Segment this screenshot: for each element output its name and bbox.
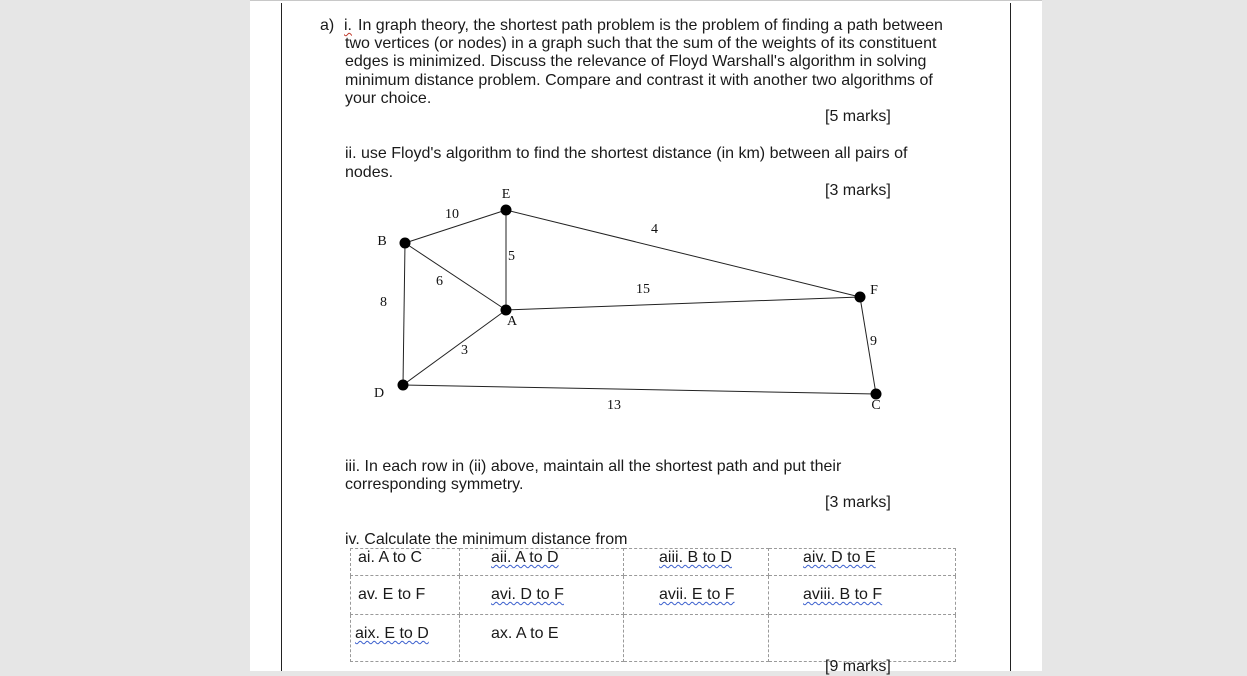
node-label-E: E bbox=[501, 187, 511, 202]
node-label-F: F bbox=[870, 283, 878, 298]
table-row bbox=[351, 576, 956, 615]
table-cell-text: avii. E to F bbox=[659, 586, 735, 603]
table-cell bbox=[624, 549, 769, 576]
table-cell: ai. A to C bbox=[351, 549, 460, 576]
node-label-A: A bbox=[506, 314, 518, 329]
part1-line: two vertices (or nodes) in a graph such that the sum of the weights of its constituent bbox=[345, 35, 937, 52]
edge-weight-label: 4 bbox=[651, 222, 658, 237]
table-cell: ax. A to E bbox=[460, 615, 624, 662]
edge-E-F bbox=[506, 210, 860, 297]
edge-weight-label: 3 bbox=[461, 343, 468, 358]
node-E bbox=[501, 205, 512, 216]
part3-marks: [3 marks] bbox=[825, 494, 891, 511]
edge-weight-label: 9 bbox=[870, 334, 877, 349]
table-cell bbox=[460, 576, 624, 615]
table-cell bbox=[624, 576, 769, 615]
edge-D-A bbox=[403, 310, 506, 385]
part4-marks: [9 marks] bbox=[825, 658, 891, 675]
part1-line: minimum distance problem. Compare and contrast it with another two algorithms of bbox=[345, 72, 933, 89]
edge-A-F bbox=[506, 297, 860, 310]
question-label: a) bbox=[320, 17, 335, 34]
table-cell-text: aviii. B to F bbox=[803, 586, 883, 603]
part1-line: In graph theory, the shortest path problem is the problem of finding a path between bbox=[358, 17, 943, 34]
edge-weight-label: 5 bbox=[508, 249, 515, 264]
part2-line: ii. use Floyd's algorithm to find the shortest distance (in km) between all pairs of bbox=[345, 145, 908, 162]
node-B bbox=[400, 238, 411, 249]
node-label-B: B bbox=[377, 234, 387, 249]
part3-line: corresponding symmetry. bbox=[345, 476, 524, 493]
edge-B-A bbox=[405, 243, 506, 310]
table-cell bbox=[460, 549, 624, 576]
part1-line: edges is minimized. Discuss the relevance of Floyd Warshall's algorithm in solving bbox=[345, 53, 927, 70]
table-cell-text: aiii. B to D bbox=[659, 549, 732, 566]
edge-D-C bbox=[403, 385, 876, 394]
part1-marks: [5 marks] bbox=[825, 108, 891, 125]
table-cell bbox=[351, 615, 460, 662]
part2-marks: [3 marks] bbox=[825, 182, 891, 199]
table-cell-text: aiv. D to E bbox=[803, 549, 876, 566]
table-cell bbox=[769, 576, 956, 615]
table-row bbox=[351, 549, 956, 576]
edge-weight-label: 10 bbox=[445, 207, 459, 222]
edge-weight-label: 13 bbox=[607, 398, 621, 413]
edge-weight-label: 8 bbox=[380, 295, 387, 310]
part1-numeral: i. bbox=[344, 17, 352, 34]
table-cell-text: aii. A to D bbox=[491, 549, 559, 566]
table-cell-text: avi. D to F bbox=[491, 586, 564, 603]
edge-weight-label: 6 bbox=[436, 274, 443, 289]
table-row bbox=[351, 615, 956, 662]
node-F bbox=[855, 292, 866, 303]
part3-line: iii. In each row in (ii) above, maintain all the shortest path and put their bbox=[345, 458, 842, 475]
part4-intro: iv. Calculate the minimum distance from bbox=[345, 531, 628, 548]
table-cell bbox=[769, 615, 956, 662]
table-cell-text: aix. E to D bbox=[355, 625, 429, 642]
edge-B-D bbox=[403, 243, 405, 385]
node-label-C: C bbox=[871, 398, 881, 413]
part1-line: your choice. bbox=[345, 90, 432, 107]
node-label-D: D bbox=[373, 386, 385, 401]
table-cell bbox=[769, 549, 956, 576]
table-cell: av. E to F bbox=[351, 576, 460, 615]
distance-question-table bbox=[350, 548, 956, 662]
edge-weight-label: 15 bbox=[636, 282, 650, 297]
node-D bbox=[398, 380, 409, 391]
part2-line: nodes. bbox=[345, 164, 394, 181]
table-cell bbox=[624, 615, 769, 662]
